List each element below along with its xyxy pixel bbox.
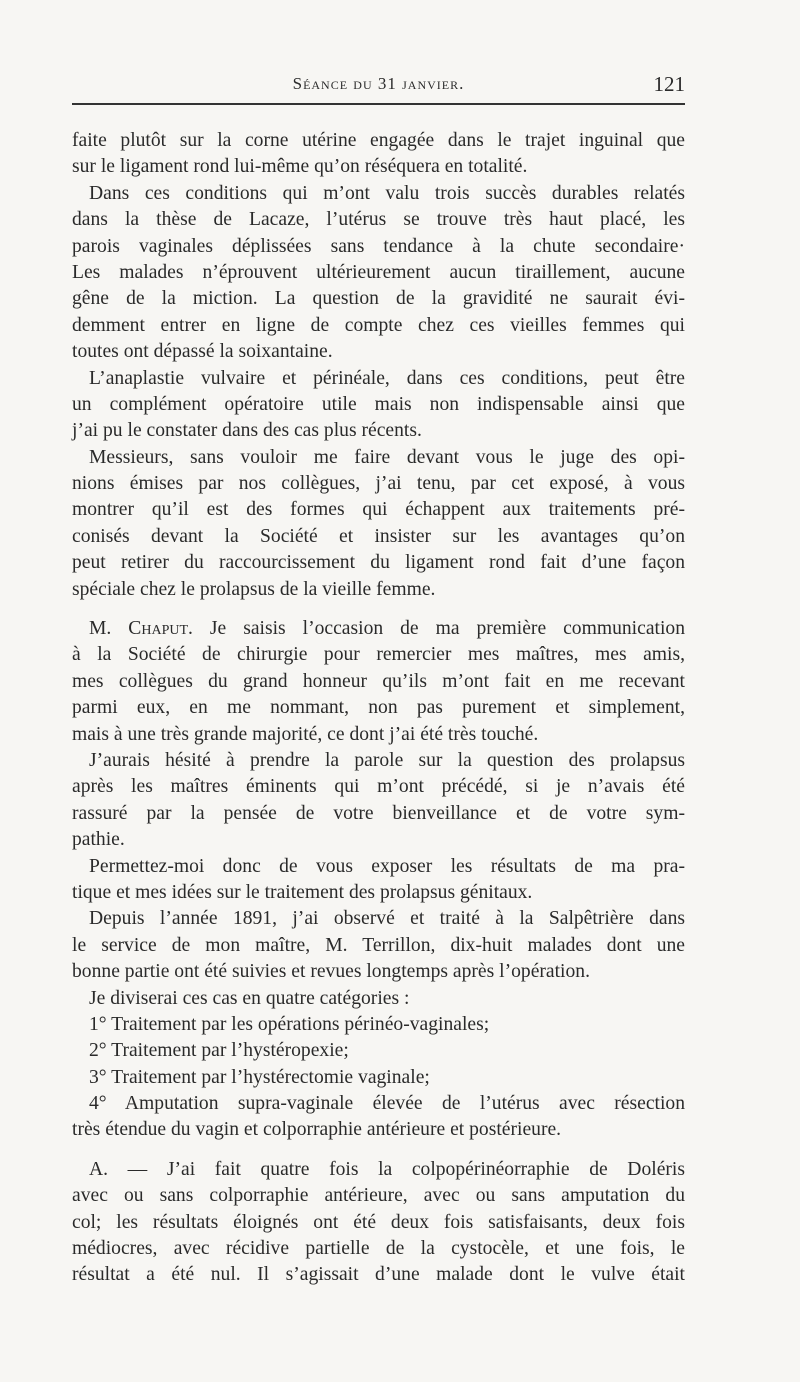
paragraph [72,748,685,854]
text-line: nions émises par nos collègues, j’ai tenu, par cet exposé, à vous [72,473,685,495]
text-line: conisés devant la Société et insister sur les avantages qu’on [72,525,685,547]
text-line: dans la thèse de Lacaze, l’utérus se trouve très haut placé, les [72,209,685,231]
text-line: Je diviserai ces cas en quatre catégories : [89,987,410,1009]
speaker-name: M. Chaput. [89,618,193,640]
text-line: M. Chaput. Je saisis l’occasion de ma première communication [89,618,685,640]
text-line: rassuré par la pensée de votre bienveillance et de votre sym- [72,802,685,824]
text-line: Depuis l’année 1891, j’ai observé et traité à la Salpêtrière dans [89,908,685,930]
text-line: Permettez-moi donc de vous exposer les résultats de ma pra- [89,855,685,877]
text-line: parois vaginales déplissées sans tendance à la chute secondaire· [72,235,685,257]
text-line: Les malades n’éprouvent ultérieurement aucun tiraillement, aucune [72,261,685,283]
text-line: Dans ces conditions qui m’ont valu trois succès durables relatés [89,182,685,204]
text-line: 2° Traitement par l’hystéropexie; [89,1040,349,1062]
text-line: 4° Amputation supra-vaginale élevée de l’utérus avec résection [89,1093,685,1115]
text-line: bonne partie ont été suivies et revues longtemps après l’opération. [72,961,590,983]
paragraph [72,854,685,907]
text-line: J’aurais hésité à prendre la parole sur la question des prolapsus [89,749,685,771]
text-line: gêne de la miction. La question de la gravidité ne saurait évi- [72,288,685,310]
section-gap [72,603,685,616]
section-gap [72,1144,685,1157]
paragraph [72,1012,685,1038]
text-line: faite plutôt sur la corne utérine engagée dans le trajet inguinal que [72,130,685,151]
text-line: j’ai pu le constater dans des cas plus récents. [72,420,422,442]
text-line: un complément opératoire utile mais non indispensable ainsi que [72,393,685,415]
text-line: parmi eux, en me nommant, non pas purement et simplement, [72,697,685,719]
paragraph [72,1157,685,1289]
text-line: col; les résultats éloignés ont été deux fois satisfaisants, deux fois [72,1211,685,1233]
paragraph [72,1091,685,1144]
text-line: sur le ligament rond lui-même qu’on réséquera en totalité. [72,156,528,178]
text-line: peut retirer du raccourcissement du ligament rond fait d’une façon [72,552,685,574]
text-line: 1° Traitement par les opérations périnéo-vaginales; [89,1013,490,1035]
text-line: spéciale chez le prolapsus de la vieille femme. [72,578,436,600]
paragraph [72,366,685,445]
page-number: 121 [653,72,685,96]
running-head [72,72,685,98]
text-line: le service de mon maître, M. Terrillon, dix-huit malades dont une [72,934,685,956]
paragraph [72,128,685,181]
paragraph [72,181,685,366]
page-body [72,128,685,1289]
paragraph [72,616,685,748]
text-line: à la Société de chirurgie pour remercier mes maîtres, mes amis, [72,644,685,666]
text-line: médiocres, avec récidive partielle de la cystocèle, et une fois, le [72,1238,685,1260]
paragraph [72,1065,685,1091]
text-line: A. — J’ai fait quatre fois la colpopérinéorraphie de Doléris [89,1158,685,1180]
text-line: demment entrer en ligne de compte chez ces vieilles femmes qui [72,314,685,336]
text-line: L’anaplastie vulvaire et périnéale, dans ces conditions, peut être [89,367,685,389]
text-line: résultat a été nul. Il s’agissait d’une malade dont le vulve était [72,1264,685,1286]
paragraph [72,1038,685,1064]
text-line: tique et mes idées sur le traitement des prolapsus génitaux. [72,881,533,903]
text-line: mais à une très grande majorité, ce dont j’ai été très touché. [72,723,539,745]
text-line: montrer qu’il est des formes qui échappent aux traitements pré- [72,499,685,521]
text-line: mes collègues du grand honneur qu’ils m’ont fait en me recevant [72,670,685,692]
text-line: après les maîtres éminents qui m’ont précédé, si je n’avais été [72,776,685,798]
text-line: toutes ont dépassé la soixantaine. [72,341,333,363]
paragraph [72,445,685,603]
paragraph [72,986,685,1012]
text-line: 3° Traitement par l’hystérectomie vaginale; [89,1066,430,1088]
text-line: très étendue du vagin et colporraphie antérieure et postérieure. [72,1119,562,1141]
text-line: Messieurs, sans vouloir me faire devant vous le juge des opi- [89,446,685,468]
paragraph [72,906,685,985]
text-line: pathie. [72,829,125,851]
running-head-title: Séance du 31 janvier. [292,74,465,93]
header-rule [72,103,685,105]
text-line: avec ou sans colporraphie antérieure, avec ou sans amputation du [72,1185,685,1207]
